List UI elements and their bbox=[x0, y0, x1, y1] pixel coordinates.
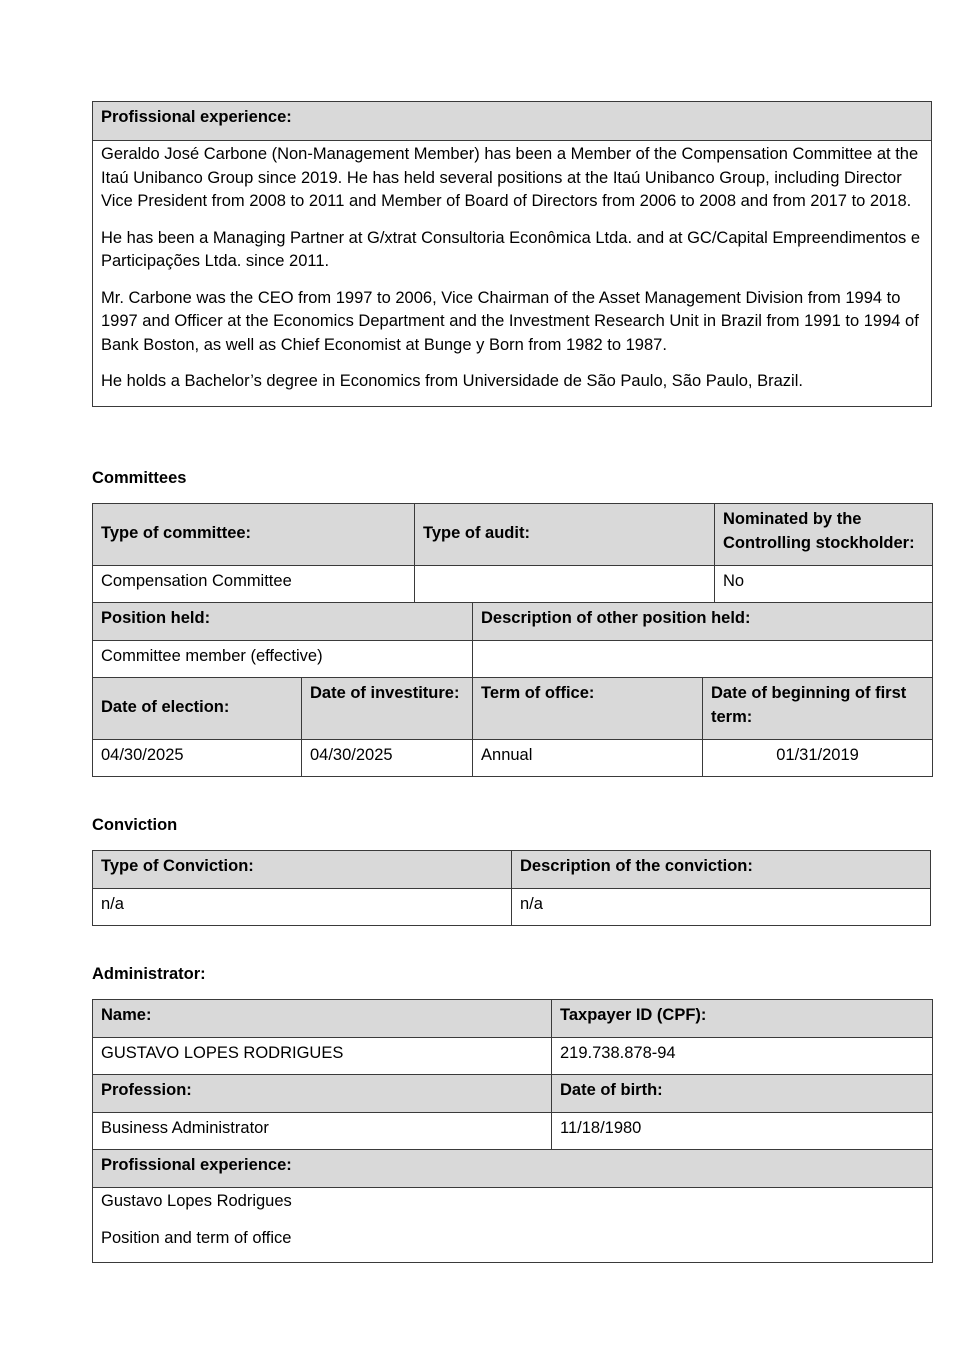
conviction-description-label: Description of the conviction: bbox=[512, 851, 931, 889]
type-of-committee-label: Type of committee: bbox=[93, 504, 415, 566]
date-of-investiture-label: Date of investiture: bbox=[302, 678, 473, 740]
birth-label: Date of birth: bbox=[552, 1075, 933, 1113]
profession-label: Profession: bbox=[93, 1075, 552, 1113]
other-position-value bbox=[473, 641, 933, 678]
first-term-value: 01/31/2019 bbox=[703, 740, 933, 777]
name-label: Name: bbox=[93, 1000, 552, 1038]
experience-header: Profissional experience: bbox=[93, 102, 932, 141]
nominated-label: Nominated by the Controlling stockholder: bbox=[715, 504, 933, 566]
conviction-table bbox=[92, 850, 931, 926]
position-held-label: Position held: bbox=[93, 603, 473, 641]
admin-experience-body bbox=[93, 1188, 933, 1263]
conviction-type-value: n/a bbox=[93, 889, 512, 926]
experience-paragraph: He holds a Bachelor’s degree in Economics from Universidade de São Paulo, São Paulo, Brazil. bbox=[101, 372, 803, 390]
conviction-title: Conviction bbox=[92, 816, 178, 834]
birth-value: 11/18/1980 bbox=[552, 1113, 933, 1150]
name-value: GUSTAVO LOPES RODRIGUES bbox=[93, 1038, 552, 1075]
admin-experience-line: Gustavo Lopes Rodrigues bbox=[101, 1192, 292, 1210]
administrator-title: Administrator: bbox=[92, 965, 206, 983]
first-term-label: Date of beginning of first term: bbox=[703, 678, 933, 740]
cpf-label: Taxpayer ID (CPF): bbox=[552, 1000, 933, 1038]
position-held-value: Committee member (effective) bbox=[93, 641, 473, 678]
experience-table bbox=[92, 101, 932, 407]
term-of-office-value: Annual bbox=[473, 740, 703, 777]
date-of-investiture-value: 04/30/2025 bbox=[302, 740, 473, 777]
committees-title: Committees bbox=[92, 469, 187, 487]
admin-experience-label: Profissional experience: bbox=[93, 1150, 933, 1188]
type-of-audit-value bbox=[415, 566, 715, 603]
administrator-table bbox=[92, 999, 933, 1263]
profession-value: Business Administrator bbox=[93, 1113, 552, 1150]
date-of-election-label: Date of election: bbox=[93, 678, 302, 740]
type-of-audit-label: Type of audit: bbox=[415, 504, 715, 566]
type-of-committee-value: Compensation Committee bbox=[93, 566, 415, 603]
experience-paragraph: Geraldo José Carbone (Non-Management Member) has been a Member of the Compensation Committee at the Itaú Unibanco Group since 2019. He has held several positions at the Itaú Unibanco Group, including Director Vice President from 2008 to 2011 and Member of Board of Directors from 2006 to 2008 and from 2017 to 2018. bbox=[101, 145, 919, 210]
cpf-value: 219.738.878-94 bbox=[552, 1038, 933, 1075]
date-of-election-value: 04/30/2025 bbox=[93, 740, 302, 777]
nominated-value: No bbox=[715, 566, 933, 603]
committees-table bbox=[92, 503, 933, 777]
term-of-office-label: Term of office: bbox=[473, 678, 703, 740]
experience-paragraph: He has been a Managing Partner at G/xtrat Consultoria Econômica Ltda. and at GC/Capital Empreendimentos e Participações Ltda. since 2011. bbox=[101, 228, 921, 270]
conviction-description-value: n/a bbox=[512, 889, 931, 926]
other-position-label: Description of other position held: bbox=[473, 603, 933, 641]
admin-experience-line: Position and term of office bbox=[101, 1228, 292, 1247]
conviction-type-label: Type of Conviction: bbox=[93, 851, 512, 889]
experience-paragraph: Mr. Carbone was the CEO from 1997 to 2006, Vice Chairman of the Asset Management Division from 1994 to 1997 and Officer at the Economics Department and the Investment Research Unit in Brazil from 1991 to 1994 of Bank Boston, as well as Chief Economist at Bunge y Born from 1982 to 1987. bbox=[101, 288, 919, 354]
experience-body bbox=[93, 141, 932, 407]
